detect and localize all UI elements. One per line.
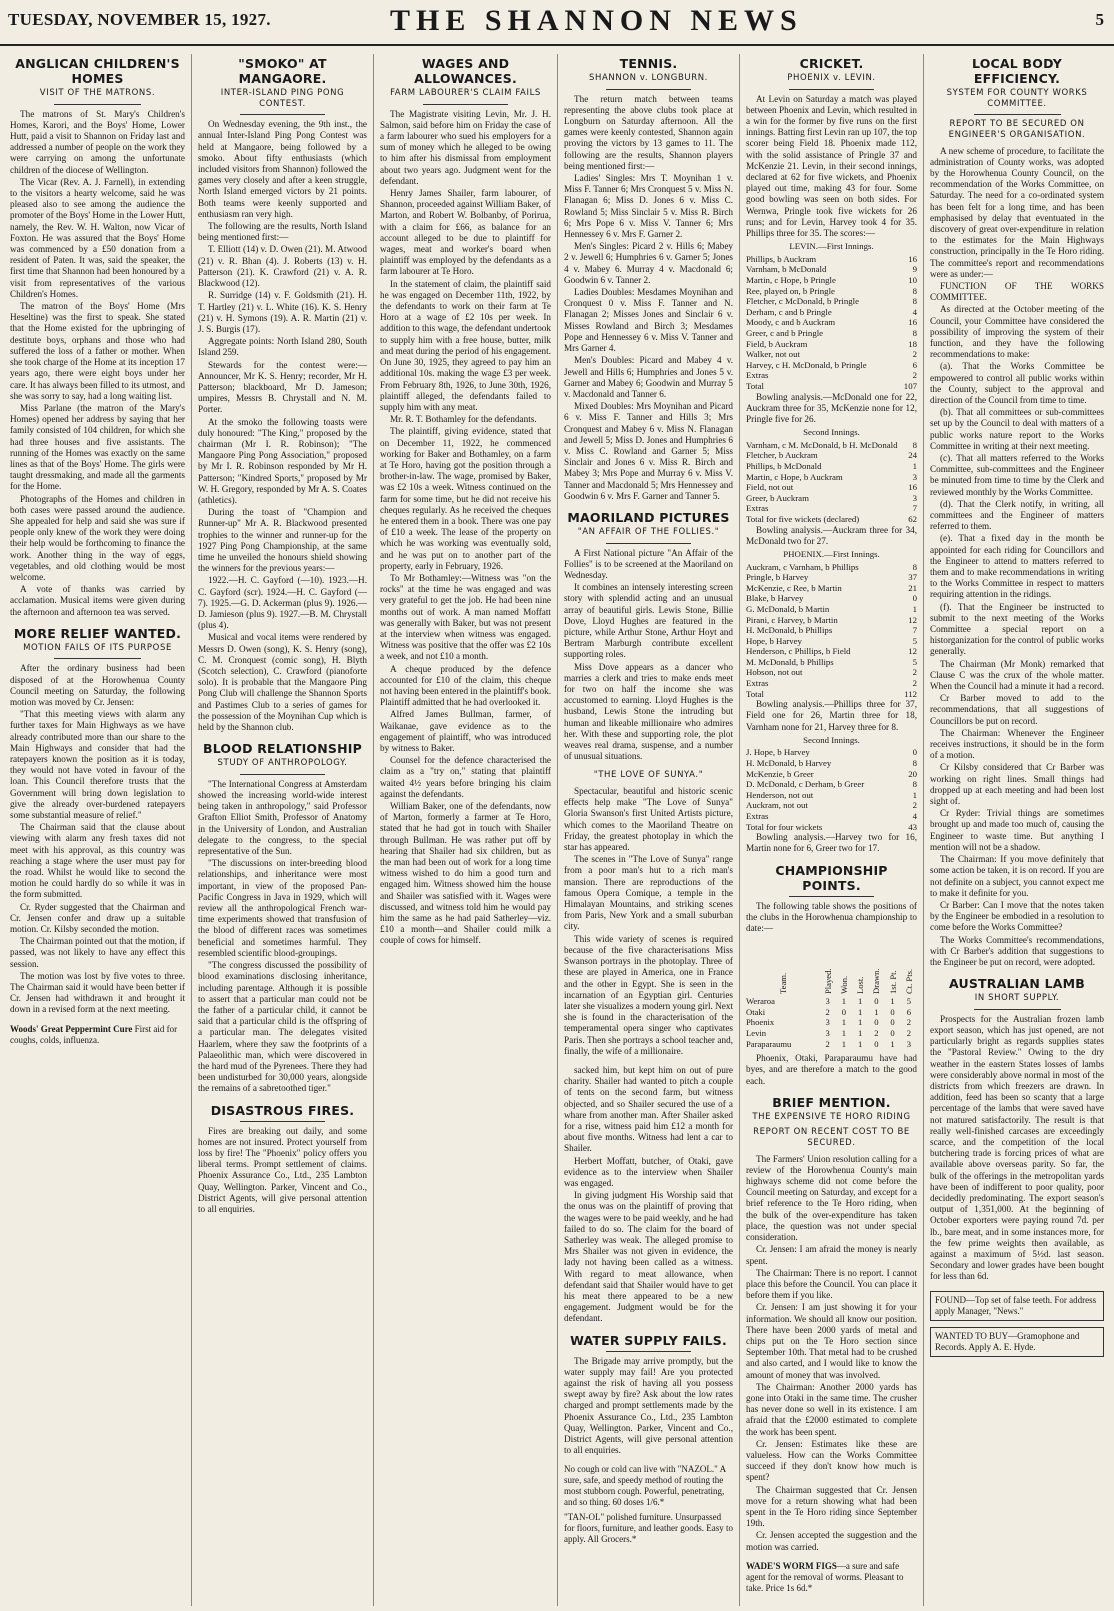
- paragraph: The Farmers' Union resolution calling for a review of the Horowhenua County's main highways scheme did not come before the Council meeting on Saturday, and except for a brief reference to the Te Horo riding, when the bulk of the over-expenditure has taken place, the question was not under special consideration.: [746, 1153, 917, 1243]
- paragraph: FUNCTION OF THE WORKS COMMITTEE.: [930, 280, 1104, 303]
- classified-found: FOUND—Top set of false teeth. For address apply Manager, "News.": [930, 1291, 1104, 1321]
- headline: CHAMPIONSHIP POINTS.: [775, 862, 888, 893]
- headline: WATER SUPPLY FAILS.: [570, 1332, 727, 1348]
- score-row: Field, not out 16: [746, 482, 917, 493]
- paragraph: The matrons of St. Mary's Children's Homes, Karori, and the Boys' Home, Lower Hutt, paid a visit to Shannon on Friday last and addressed a number of people on the work they were carrying on among the unfortunate children of the diocese of Wellington.: [10, 108, 185, 175]
- paragraph: Miss Dove appears as a dancer who marries a clerk and tries to make ends meet for two on half the income she was accustomed to earning. Lloyd Hughes is the husband, Lewis Stone the intruding but human and likeable millionaire who admires her. With these and supporting role, the plot weaves real drama, suspense, and a number of unusual situations.: [564, 661, 733, 762]
- score-row: McKenzie, c Ree, b Martin 21: [746, 582, 917, 593]
- paragraph: 1922.—H. C. Gayford (—10). 1923.—H. C. Gayford (scr). 1924.—H. C. Gayford (—7). 1925.—G. D. Ackerman (plus 9). 1926.—D. Jamieson (plus 9). 1927.—B. M. Chrystall (plus 4).: [198, 575, 367, 631]
- column-4: [558, 54, 740, 1606]
- score-row: Auckram, not out 2: [746, 800, 917, 811]
- subheadline-2: REPORT ON RECENT COST TO BE SECURED.: [753, 1127, 910, 1149]
- divider: [606, 543, 691, 544]
- article-childrens-homes: [10, 56, 185, 618]
- headline: TENNIS.: [619, 56, 678, 71]
- column-header: Team.: [777, 973, 788, 995]
- paragraph: Spectacular, beautiful and historic scenic effects help make "The Love of Sunya" Gloria Swanson's first United Artists picture, which comes to the Maoriland Theatre on Friday, the greatest photoplay in which the star has appeared.: [564, 786, 733, 853]
- paragraph: A First National picture "An Affair of the Follies" is to be screened at the Maoriland on Wednesday.: [564, 547, 733, 580]
- paragraph: The Works Committee's recommendations, with Cr Barber's addition that suggestions to the Engineer be put on record, were adopted.: [930, 934, 1104, 967]
- column-header: Drawn.: [871, 968, 882, 995]
- article-disastrous-fires: [198, 1103, 367, 1216]
- article-water-supply: [564, 1333, 733, 1457]
- column-1: [4, 54, 192, 1606]
- page-number: 5: [1095, 10, 1104, 29]
- score-row: D. McDonald, c Derham, b Greer 8: [746, 779, 917, 790]
- advert-text: —a sure and safe agent for the removal of worms. Pleasant to take. Price 1s 6d.*: [746, 1560, 904, 1593]
- score-row: G. McDonald, b Martin 1: [746, 603, 917, 614]
- bowling-analysis: Bowling analysis.—Phillips three for 37, Field one for 26, Martin three for 18, Varnham none for 21, Harvey three for 8.: [746, 699, 917, 732]
- article-tennis: [564, 56, 733, 502]
- subheadline: INTER-ISLAND PING PONG CONTEST.: [220, 88, 345, 109]
- advert-tan-ol: "TAN-OL" polished furniture. Unsurpassed for floors, furniture, and leather goods. Easy to apply. All Grocers.*: [564, 1512, 733, 1545]
- paragraph: Henry James Shailer, farm labourer, of Shannon, proceeded against William Baker, of Marton, and Robert W. Bolbanby, of Porirua, with a claim for £66, as balance for an account alleged to be due to plaintiff for wages, meat and worker's board when plaintiff was employed by the defendants as a farm labourer at Te Horo.: [380, 188, 551, 277]
- subheadline: "THE LOVE OF SUNYA.": [593, 770, 704, 781]
- score-row: McKenzie, b Greer 20: [746, 768, 917, 779]
- score-row: H. McDonald, b Harvey 8: [746, 758, 917, 769]
- paragraph: In giving judgment His Worship said that the onus was on the plaintiff of proving that the wages were to be paid weekly, and he had failed to do so. The claim for the board of Satherley was weak. The alleged promise to Mrs Shailer was not given in evidence, the lady not having been called as a witness. With regard to meat allowance, when defendant said that Shailer would have to get his meat there appeared to be a new engagement. Judgment would be for the defendant.: [564, 1190, 733, 1324]
- subheadline: MOTION FAILS OF ITS PURPOSE: [23, 642, 172, 653]
- headline: BLOOD RELATIONSHIP: [202, 741, 362, 757]
- score-row: Extras 4: [746, 811, 917, 822]
- advert-peppermint-cure: [10, 1024, 185, 1046]
- advert-text: First aid for coughs, colds, influenza.: [10, 1023, 178, 1045]
- column-2: [192, 54, 374, 1606]
- subheadline: SYSTEM FOR COUNTY WORKS COMMITTEE.: [946, 88, 1088, 109]
- subheadline: VISIT OF THE MATRONS.: [39, 88, 156, 98]
- score-row: Extras 7: [746, 503, 917, 514]
- paragraph: The Chairman said that the clause about viewing with alarm any fresh taxes did not meet with his approval, as this country was reaching a stage where the user must pay for the road. Whilst he would like to second the motion he could hardly do so while it was in the form submitted.: [10, 822, 185, 900]
- paragraph: A vote of thanks was carried by acclamation. Musical items were given during the afternoon and afternoon tea was served.: [10, 584, 185, 617]
- paragraph: The return match between teams representing the above clubs took place at Longburn on Saturday afternoon. All the games were keenly contested, Shannon again proving the victors by 13 games to 11. The following are the results, Shannon players being mentioned first:—: [564, 93, 733, 171]
- paragraph: The motion was lost by five votes to three. The Chairman said it would have been better if Cr. Jensen had withdrawn it and brought it down in a revised form at the next meeting.: [10, 970, 185, 1015]
- paragraph: Alfred James Bullman, farmer, of Waikanae, gave evidence as to the engagement of plaintiff, who was introduced by witness to Baker.: [380, 709, 551, 753]
- score-row: Moody, c and b Auckram 16: [746, 317, 917, 328]
- paragraph: The Chairman pointed out that the motion, if passed, was not likely to have any effect this session.: [10, 936, 185, 969]
- paragraph: The Magistrate visiting Levin, Mr. J. H. Salmon, said before him on Friday the case of a farm labourer who sued his employers for a sum of money which he alleged to be owing to him after his dismissal from employment about two years ago. Judgment went for the defendant.: [380, 108, 551, 186]
- column-6: [924, 54, 1110, 1606]
- paragraph: The Chairman: Another 2000 yards has gone into Otaki in the same time. The crusher has never done so well in its existence. I am afraid that the £2000 estimated to complete the work has been spent.: [746, 1381, 917, 1437]
- article-blood-relationship: [198, 741, 367, 1094]
- headline: DISASTROUS FIRES.: [210, 1102, 355, 1118]
- paragraph: (b). That all committees or sub-committees set up by the Council to deal with matters of a public works nature report to the Works Committee in writing at their next meeting.: [930, 407, 1104, 451]
- score-row: Auckram, c Varnham, b Phillips 8: [746, 561, 917, 572]
- score-row: Greer, b Auckram 3: [746, 492, 917, 503]
- paragraph: In the statement of claim, the plaintiff said he was engaged on December 11th, 1922, by the defendants to work on their farm at Te Horo at a wage of £2 10s per week. In addition to this wage, the defendant undertook to supply him with a free house, butter, milk and meat during the period of his engagement. On June 30, 1925, they agreed to pay him an additional 10s. making the wage £3 per week. From February 8th, 1926, to June 30th, 1926, plaintiff alleged, the defendants failed to supply him with any meat.: [380, 278, 551, 412]
- subheadline: THE EXPENSIVE TE HORO RIDING: [752, 1111, 911, 1122]
- scorecard-phoenix-second: [746, 735, 917, 855]
- paragraph: "The International Congress at Amsterdam showed the increasing world-wide interest being taken in anthropology," said Professor Grafton Elliot Smith, Professor of Anatomy in the University of London, and Australian delegate to the congress, to the special representative of the Sun.: [198, 778, 367, 857]
- divider: [54, 658, 142, 659]
- paragraph: Phoenix, Otaki, Paraparaumu have had byes, and are therefore a match to the good each.: [746, 1053, 917, 1086]
- paragraph: The Brigade may arrive promptly, but the water supply may fail! Are you protected against the risk of having all you possess swept away by fire? Ask about the low rates charged and prompt settlements made by the Phoenix Assurance Co., Ltd., 235 Lambton Quay, Wellington. Parker, Vincent and Co., District Agents, will give personal attention to all enquiries.: [564, 1355, 733, 1456]
- paragraph: A new scheme of procedure, to facilitate the administration of County works, was adopted by the Horowhenua County Council, on the recommendation of the Works Committee, on Saturday. The need for a co-ordinated system has been felt for a long time, and has been emphasised by delay that eventuated in the discovery of great over-expenditure in relation to the estimates for the Main Highways construction, principally in the Te Horo riding. The committee's report and recommendations were as under:—: [930, 145, 1104, 279]
- paragraph: To Mr Bothamley:—Witness was "on the rocks" at the time he was engaged and was very grateful to get the job. He had been nine months out of work. A man named Moffatt was generally with Baker, but was not present at the interview when witness was engaged. Witness was positive that the offer was £2 10s a week, and not £10 a month.: [380, 572, 551, 662]
- innings-title: Second Innings.: [803, 734, 860, 745]
- score-row: Varnham, b McDonald 9: [746, 264, 917, 275]
- bowling-analysis: Bowling analysis.—Auckram three for 34, McDonald two for 27.: [746, 524, 917, 546]
- score-row: Phillips, b Auckram 16: [746, 253, 917, 264]
- paragraph: The following are the results, North Island being mentioned first:—: [198, 221, 367, 243]
- table-header-row: [746, 938, 917, 996]
- championship-table: [746, 938, 917, 1049]
- article-local-body-efficiency: [930, 56, 1104, 968]
- paragraph: Stewards for the contest were:—Announcer, Mr K. S. Henry; recorder, Mr H. Patterson; blackboard, Mr D. Jameson; umpires, Messrs B. Chrystall and N. M. Porter.: [198, 359, 367, 415]
- score-row: M. McDonald, b Phillips 5: [746, 656, 917, 667]
- paragraph: The Chairman suggested that Cr. Jensen move for a return showing what had been spent in the Te Horo riding since September 19th.: [746, 1484, 917, 1529]
- paragraph: During the toast of "Champion and Runner-up" Mr A. R. Blackwood presented trophies to the winner and runner-up for the 1927 Ping Pong Championship, at the same time he unveiled the honours shield showing the winners for the previous years:—: [198, 507, 367, 574]
- paragraph: Prospects for the Australian frozen lamb export season, which has just opened, are not particularly bright as regards supplies states the "Pastoral Review." Owing to the dry weather in the eastern States losses of lambs were considerably above normal in most of the districts from which freezers are drawn. In addition, feed has been so scanty that a large percentage of the lambs that were saved have not matured satisfactorily. The result is that really well-finished carcases are exceedingly scarce, and the competition of the local butchering trade is forcing prices of what are available above overseas parity. So far, the bulk of the offerings in the metropolitan yards have been of indifferent to poor quality, poor decidedly predominating. The export season's output of 1,351,000. At the beginning of October exporters were paying round 7d. per lb., bare meat, and in some instances more, for the few prime weights then available, as against a maximum of 5½d. last season. Secondary and lower grades have been bought for less than 6d.: [930, 1013, 1104, 1282]
- article-brief-mention: [746, 1095, 917, 1553]
- score-row: Hobson, not out 2: [746, 667, 917, 678]
- paragraph: Men's Singles: Picard 2 v. Hills 6; Mabey 2 v. Jewell 6; Humphries 6 v. Garner 5; Jones 4 v. Mabey 6. Murray 4 v. Macdonald 6; Goodwin 6 v. Tanner 2.: [564, 241, 733, 285]
- divider: [423, 104, 509, 105]
- divider: [974, 114, 1061, 115]
- divider: [789, 89, 875, 90]
- paragraph: Cr. Jensen accepted the suggestion and the motion was carried.: [746, 1530, 917, 1552]
- divider: [606, 89, 691, 90]
- advert-lead: Woods' Great Peppermint Cure: [10, 1023, 133, 1034]
- divider: [789, 896, 875, 897]
- score-row: Fletcher, c McDonald, b Pringle 8: [746, 296, 917, 307]
- score-row: Extras 2: [746, 370, 917, 381]
- paragraph: The scenes in "The Love of Sunya" range from a poor man's hut to a rich man's mansion. There are reproductions of the famous Opera Comique, a temple in the Himalayan Mountains, and striking scenes from Paris, New York and a small suburban city.: [564, 854, 733, 932]
- score-row: Hope, b Harvey 5: [746, 635, 917, 646]
- paragraph: The Chairman (Mr Monk) remarked that Clause C was the crux of the whole matter. When the Council had a minute it had a record.: [930, 658, 1104, 692]
- column-header: Won.: [838, 976, 849, 995]
- paragraph: (d). That the Clerk notify, in writing, all committees and the Engineer of matters referred to them.: [930, 498, 1104, 532]
- table-row: Levin 3 1 1 2 0 2: [746, 1028, 911, 1038]
- score-row: Henderson, not out 1: [746, 789, 917, 800]
- score-row: Phillips, b McDonald 1: [746, 460, 917, 471]
- paragraph: A cheque produced by the defence accounted for £10 of the claim, this cheque not having been entered in the plaintiff's book. Plaintiff admitted that he had overlooked it.: [380, 663, 551, 708]
- score-row: Pirani, c Harvey, b Martin 12: [746, 614, 917, 625]
- paragraph: The Chairman: If you move definitely that some action be taken, it is on record. If you are not definite on a subject, you cannot expect me to make it definite for you.: [930, 854, 1104, 898]
- paragraph: The plaintiff, giving evidence, stated that on December 11, 1922, he commenced working for Baker and Bothamley, on a farm at Te Horo, having got the position through a brother-in-law. The wage, promised by Baker, was £2 10s a week. Witness continued on the farm for some time, but he did not receive his cheques regularly. As he received the cheques he entered them in a book. There was one pay of £10 a week. The lease of the property on which he was working was eventually sold, and he was put on to another part of the property, early in February, 1926.: [380, 426, 551, 571]
- bowling-analysis: Bowling analysis.—Harvey two for 16, Martin none for 6, Greer two for 17.: [746, 832, 917, 854]
- subheadline: IN SHORT SUPPLY.: [974, 993, 1060, 1004]
- divider: [606, 1351, 691, 1352]
- paragraph: The Vicar (Rev. A. J. Farnell), in extending to the visitors a hearty welcome, said he was pleased also to see among the audience the promoter of the Boys' Home in the Lower Hutt, namely, the Rev. W. H. Walton, now Vicar of Foxton. He was assured that the Boys' Home was commenced by a £50 donation from a resident of Paten. It was, said the speaker, the first time that Shannon had been honoured by a visit from representatives of the various Children's Homes.: [10, 176, 185, 299]
- headline: "SMOKO" AT MANGAORE.: [238, 56, 327, 86]
- table-row: Phoenix 3 1 1 0 0 2: [746, 1017, 911, 1028]
- paragraph: Mixed Doubles: Mrs Moynihan and Picard 6 v. Miss F. Tanner and Hills 3; Mrs Cronquest and Mabey 6 v. Miss N. Flanagan and Jewell 5; Miss D. Jones and Humphries 6 v. Miss C. Rowland and Garner 5; Miss Sinclair and Jones 6 v. Miss R. Birch and Mabey 3; Mrs Pope and Murray 6 v. Miss V. Tanner and Macdonald 5; Mrs Hennessey and Goodwin 6 v. Mrs F. Garner and Tanner 5.: [564, 401, 733, 501]
- paragraph: Cr. Jensen: Estimates like these are valueless. How can the Works Committee succeed if they don't know how much is spent?: [746, 1438, 917, 1483]
- article-wages-continued: [564, 1065, 733, 1325]
- scorecard-phoenix-first: [746, 549, 917, 733]
- paragraph: On Wednesday evening, the 9th inst., the annual Inter-Island Ping Pong Contest was held at Mangaore, being followed by a smoko. About fifty enthusiasts (which included visitors from Shannon) followed the games very closely and after a keen struggle, North Island emerged victors by 21 points. Both teams were keenly supported and enthusiasm ran very high.: [198, 119, 367, 219]
- score-row: Blake, b Harvey 0: [746, 593, 917, 604]
- divider: [974, 1009, 1061, 1010]
- paragraph: Herbert Moffatt, butcher, of Otaki, gave evidence as to the interview when Shailer was engaged.: [564, 1155, 733, 1188]
- paragraph: Photographs of the Homes and children in both cases were passed around the audience. She appealed for help and said she was sure if people only knew of the work they were doing their help would be forthcoming to finance the work. Another thing in the way of eggs, vegetables, and old clothing would be most welcome.: [10, 493, 185, 582]
- score-total: Total for five wickets (declared) 62: [746, 513, 917, 524]
- score-row: Derham, c and b Pringle 4: [746, 306, 917, 317]
- score-row: Greer, c and b Pringle 8: [746, 328, 917, 339]
- score-row: Extras 2: [746, 678, 917, 689]
- score-total: Total 107: [746, 380, 917, 391]
- masthead: [0, 0, 1114, 46]
- table-row: Weraroa 3 1 1 0 1 5: [746, 996, 911, 1007]
- paragraph: (a). That the Works Committee be empowered to control all public works within the County, subject to the approval and direction of the Council from time to time.: [930, 361, 1104, 405]
- divider: [240, 1121, 325, 1122]
- paragraph: The Chairman: There is no report. I cannot place this before the Council. You can place it before them if you like.: [746, 1267, 917, 1301]
- divider: [54, 104, 142, 105]
- score-row: Martin, c Hope, b Auckram 3: [746, 471, 917, 482]
- bowling-analysis: Bowling analysis.—McDonald one for 22, Auckram three for 35, McKenzie none for 12, Pringle five for 26.: [746, 391, 917, 424]
- paragraph: "The congress discussed the possibility of blood examinations disclosing inheritance, including parentage. Although it is possible to assert that a particular man could not be the father of a particular child, it cannot be said that a particular child is the offspring of a particular man. The delegates visited Haarlem, where they saw the footprints of a Palaeolithic man, which were discovered in the hard mud of the Pyrenees. There they had been undisturbed for 30,000 years, alongside the remains of a sabretoothed tiger.": [198, 960, 367, 1094]
- column-header: 1st. Pt.: [887, 970, 898, 995]
- score-row: H. McDonald, b Phillips 7: [746, 625, 917, 636]
- article-championship-points: [746, 863, 917, 1087]
- paragraph: As directed at the October meeting of the Council, your Committee have considered the possibility of improving the system of their function, and they have the following recommendations to make:: [930, 304, 1104, 360]
- headline: CRICKET.: [799, 56, 864, 71]
- newspaper-title: THE SHANNON NEWS: [390, 4, 803, 37]
- paragraph: Aggregate points: North Island 280, South Island 259.: [198, 336, 367, 358]
- paragraph: (f). That the Engineer be instructed to submit to the next meeting of the Works Committee a special report on a historganization for the control of public works generally.: [930, 601, 1104, 657]
- paragraph: Counsel for the defence characterised the claim as a "try on," stating that plaintiff waited 4½ years before bringing his claim against the defendants.: [380, 755, 551, 799]
- column-header: Played.: [822, 968, 833, 995]
- score-total: Total for four wickets 43: [746, 821, 917, 832]
- subheadline: FARM LABOURER'S CLAIM FAILS: [390, 88, 541, 98]
- headline: ANGLICAN CHILDREN'S HOMES: [15, 56, 180, 86]
- paragraph: Miss Parlane (the matron of the Mary's Homes) opened her address by saying that her family consisted of 104 children, for which she had three houses and five assistants. The running of the Homes was exactly on the same lines as that of the Boys' Home. The girls were taught dressmaking, and made all the garments for the Home.: [10, 402, 185, 492]
- score-row: Walker, not out 2: [746, 349, 917, 360]
- paragraph: "The discussions on inter-breeding blood relationships, and inheritance were most important, in view of the proposed Pan-Pacific Congress in Java in 1929, which will review all the anthropological French war-time experiments showed that transfusion of the blood of different races was sometimes beneficial and sometimes harmful. They resembled scientific blood-groupings.: [198, 858, 367, 958]
- score-row: Field, b Auckram 18: [746, 338, 917, 349]
- paragraph: Fires are breaking out daily, and some homes are not insured. Protect yourself from loss by fire! The "Phoenix" policy offers you liberal terms. Prompt settlement of claims. Phoenix Assurance Co., Ltd., 235 Lambton Quay, Wellington. Parker, Vincent and Co., District Agents, will give personal attention to all enquiries.: [198, 1125, 367, 1214]
- paragraph: (e). That a fixed day in the month be appointed for each riding for Councillors and the Engineer to attend to matters referred to them and to make recommendations in writing to the Works Committee in respect to matters requiring attention in the ridings.: [930, 533, 1104, 600]
- article-wages: [380, 56, 551, 947]
- paragraph: The Chairman: Whenever the Engineer receives instructions, it should be in the form of a motion.: [930, 727, 1104, 761]
- paragraph: At the smoko the following toasts were duly honoured: "The King," proposed by the chairman (Mr I. R. Robinson); "The Mangaore Ping Pong Association," proposed by Mr I. R. Robinson responded by Mr H. Patterson; "Kindred Sports," proposed by Mr W. H. Gregory, responded by Mr A. S. Coates (athletics).: [198, 416, 367, 505]
- paragraph: Mr. R. T. Bothamley for the defendants.: [390, 414, 537, 425]
- score-total: Total 112: [746, 688, 917, 699]
- score-row: Harvey, c H. McDonald, b Pringle 6: [746, 359, 917, 370]
- article-smoko: [198, 56, 367, 733]
- article-more-relief: [10, 626, 185, 1016]
- headline: WAGES AND ALLOWANCES.: [414, 56, 517, 86]
- paragraph: Cr Barber: Can I move that the notes taken by the Engineer be embodied in a resolution to come before the Works Committee?: [930, 899, 1104, 933]
- paragraph: Musical and vocal items were rendered by Messrs D. Owen (song), K. S. Henry (song), C. M. Cronquest (comic song), H. Blyth (Scotch selection), C. Crawford (pianoforte solo). It is probable that the Mangaore Ping Pong Club will challenge the Shannon Sports and Pastimes Club to a series of games for the possession of the Moynihan Cup which is held by the Shannon club.: [198, 632, 367, 733]
- paragraph: Cr Kilsby considered that Cr Barber was working on right lines. Small things had dropped up at each meeting and had been lost sight of.: [930, 762, 1104, 807]
- paragraph: After the ordinary business had been disposed of at the Horowhenua County Council meeting on Saturday, the following motion was moved by Cr. Jensen:: [10, 663, 185, 707]
- paragraph: The matron of the Boys' Home (Mrs Heseltine) was the first to speak. She stated that the Home existed for the upbringing of destitute boys, orphans and those who had suffered the loss of a father or mother. When she took charge of the Home at its inception 17 years ago, there were eight boys under her care. It has always been filled to its utmost, and she was sorry to say, had a long waiting list.: [10, 301, 185, 401]
- paragraph: "That this meeting views with alarm any further taxes for Main Highways as we have already contributed more than our share to the Main Highways and consider that had the ratepayers known the position as it is today, they would not have voted in favour of the loan. This Council therefore trusts that the Government will bring down legislation to give the already over-burdened ratepayers some substantial measure of relief.": [10, 709, 185, 821]
- divider: [240, 114, 325, 115]
- paragraph: T. Elliott (14) v. D. Owen (21). M. Atwood (21) v. R. Bhan (4). J. Roberts (13) v. H. Patterson (21). K. Crawford (21) v. A. R. Blackwood (12).: [198, 244, 367, 289]
- headline: BRIEF MENTION.: [772, 1094, 891, 1110]
- paragraph: At Levin on Saturday a match was played between Phoenix and Levin, which resulted in a win for the former by five runs on the first innings. Batting first Levin ran up 107, the top scorer being Field 18. Phoenix made 112, with the solid assistance of Pringle 37 and McKenzie 21. Levin, in their second innings, declared at 62 for five wickets, and Phoenix played out time, making 43 for four. Some good bowling was seen on both sides. For Wernwa, Pringle took five wickets for 26 runs; and for Levin, Harvey took 4 for 35. Phillips three for 35. The scores:—: [746, 93, 917, 239]
- headline: MAORILAND PICTURES: [567, 509, 730, 525]
- score-row: Varnham, c M. McDonald, b H. McDonald 8: [746, 439, 917, 450]
- paragraph: The following table shows the positions of the clubs in the Horowhenua championship to date:—: [746, 900, 917, 934]
- innings-title: PHOENIX.—First Innings.: [783, 548, 880, 559]
- table-row: Otaki 2 0 1 1 0 6: [746, 1006, 911, 1017]
- article-maoriland-pictures: [564, 510, 733, 762]
- score-row: J. Hope, b Harvey 0: [746, 747, 917, 758]
- table-row: Paraparaumu 2 1 1 0 1 3: [746, 1038, 911, 1049]
- headline: AUSTRALIAN LAMB: [949, 976, 1085, 992]
- paragraph: R. Surridge (14) v. F. Goldsmith (21). H. T. Hartley (21) v. L. White (16). K. S. Henry (21) v. H. Symons (19). A. R. Martin (21) v. J. S. Burgis (17).: [198, 290, 367, 334]
- subheadline: SHANNON v. LONGBURN.: [589, 73, 708, 83]
- innings-title: LEVIN.—First Innings.: [789, 241, 874, 252]
- paragraph: Cr Ryder: Trivial things are sometimes brought up and made too much of, causing the Engineer to waste time. But anything I mention will not be a shadow.: [930, 808, 1104, 852]
- score-row: Martin, c Hope, b Pringle 10: [746, 275, 917, 286]
- classified-wanted: WANTED TO BUY—Gramophone and Records. Apply A. E. Hyde.: [930, 1327, 1104, 1357]
- subheadline: "AN AFFAIR OF THE FOLLIES.": [577, 526, 720, 537]
- article-love-of-sunya: [564, 770, 733, 1057]
- paragraph: (c). That all matters referred to the Works Committee, sub-committees and the Engineer be minuted from time to time by the Clerk and reviewed monthly by the Works Committee.: [930, 452, 1104, 497]
- scorecard-levin-first: [746, 241, 917, 425]
- subheadline: PHOENIX v. LEVIN.: [787, 73, 876, 83]
- advert-lead: WADE'S WORM FIGS: [746, 1560, 837, 1571]
- advert-nazol: No cough or cold can live with "NAZOL." A sure, safe, and speedy method of routing the most stubborn cough. Powerful, penetrating, and so thing. 60 doses 1/6.*: [564, 1464, 726, 1508]
- advert-worm-figs: [746, 1561, 917, 1594]
- paragraph: Cr. Jensen: I am just showing it for your information. We should all know our position. There have been 2000 yards of metal and chips put on the Te Horo section since September 10th. That metal had to be crushed and also carted, and I would like to know the amount of money that was involved.: [746, 1302, 917, 1380]
- paragraph: Ladies' Singles: Mrs T. Moynihan 1 v. Miss F. Tanner 6; Mrs Cronquest 5 v. Miss N. Flanagan 6; Miss D. Jones 6 v. Miss C. Rowland 5; Miss Sinclair 5 v. Miss R. Birch 6; Mrs Pope 6 v. Miss V. Tanner 6; Mrs Hennessey 6 v. Mrs F. Garner 2.: [564, 173, 733, 240]
- paragraph: This wide variety of scenes is required because of the five characterisations Miss Swanson portrays in the photoplay. Three of these are played in America, one in France and the other in Egypt. She is seen in the incarnation of an Egyptian girl. Centuries later she visualizes a modern young girl. Next she is found in the characterisation of the temperamental opera singer who captivates Paris. Then she portrays a school teacher and, finally, the wife of a millionaire.: [564, 933, 733, 1056]
- article-cricket: [746, 56, 917, 855]
- article-australian-lamb: [930, 976, 1104, 1283]
- headline: MORE RELIEF WANTED.: [13, 625, 182, 641]
- subheadline: STUDY OF ANTHROPOLOGY.: [217, 758, 348, 769]
- paragraph: Cr. Ryder suggested that the Chairman and Cr. Jensen confer and draw up a suitable motion. Cr. Kilsby seconded the motion.: [10, 901, 185, 935]
- paragraph: Men's Doubles: Picard and Mabey 4 v. Jewell and Hills 6; Humphries and Jones 5 v. Garner and Mabey 6; Goodwin and Murray 5 v. Macdonald and Tanner 6.: [564, 355, 733, 399]
- column-5: [740, 54, 924, 1606]
- innings-title: Second Innings.: [803, 427, 860, 438]
- score-row: Ree, played on, b Pringle 8: [746, 285, 917, 296]
- score-row: Pringle, b Harvey 37: [746, 572, 917, 583]
- divider: [240, 774, 325, 775]
- subheadline-2: REPORT TO BE SECURED ON ENGINEER'S ORGANISATION.: [948, 119, 1086, 140]
- column-3: [374, 54, 558, 1606]
- paragraph: William Baker, one of the defendants, now of Marton, formerly a farmer at Te Horo, stated that he had got in touch with Shailer through Bullman. He was rather put off by hearing that Shailer had six children, but as the man had been out of work for a long time witness wished to do him a good turn and engaged him. Witness showed him the house and Shailer was satisfied with it. Wages were discussed, and witness told him he would pay him the same as he had paid Satherley—viz. £10 a month—and Shailer could milk a couple of cows for himself.: [380, 801, 551, 946]
- scorecard-levin-second: [746, 427, 917, 547]
- paragraph: sacked him, but kept him on out of pure charity. Shailer had wanted to pitch a couple of tents on the second farm, but witness objected, and so Shailer secured the use of a whare from another man. After Shailer asked for a rise, witness paid him £12 a month for about five months. Witness had lent a car to Shailer.: [564, 1064, 733, 1154]
- score-row: Fletcher, b Auckram 24: [746, 450, 917, 461]
- headline: LOCAL BODY EFFICIENCY.: [972, 56, 1062, 86]
- column-header: Lost.: [855, 976, 866, 995]
- column-header: Ct. Pts.: [903, 969, 914, 995]
- page-columns: [4, 54, 1110, 1606]
- paragraph: Cr. Jensen: I am afraid the money is nearly spent.: [746, 1244, 917, 1266]
- paragraph: It combines an intensely interesting screen story with splendid acting and an unusual array of beautiful girls. Lewis Stone, Billie Dove, Lloyd Hughes are featured in the picture, while Arthur Stone, Arthur Hoyt and Bertram Marburgh contribute excellent supporting roles.: [564, 582, 733, 660]
- issue-date: TUESDAY, NOVEMBER 15, 1927.: [8, 10, 271, 29]
- score-row: Henderson, c Phillips, b Field 12: [746, 646, 917, 657]
- paragraph: Cr Barber moved to add to the recommendations, that all suggestions of Councillors be put on record.: [930, 693, 1104, 726]
- paragraph: Ladies Doubles: Mesdames Moynihan and Cronquest 0 v. Miss F. Tanner and N. Flanagan 2; Misses Jones and Sinclair 6 v. Misses Rowland and Birch 3; Mesdames Pope and Hennessey 6 v. Miss V. Tanner and Mrs Garner 4.: [564, 287, 733, 354]
